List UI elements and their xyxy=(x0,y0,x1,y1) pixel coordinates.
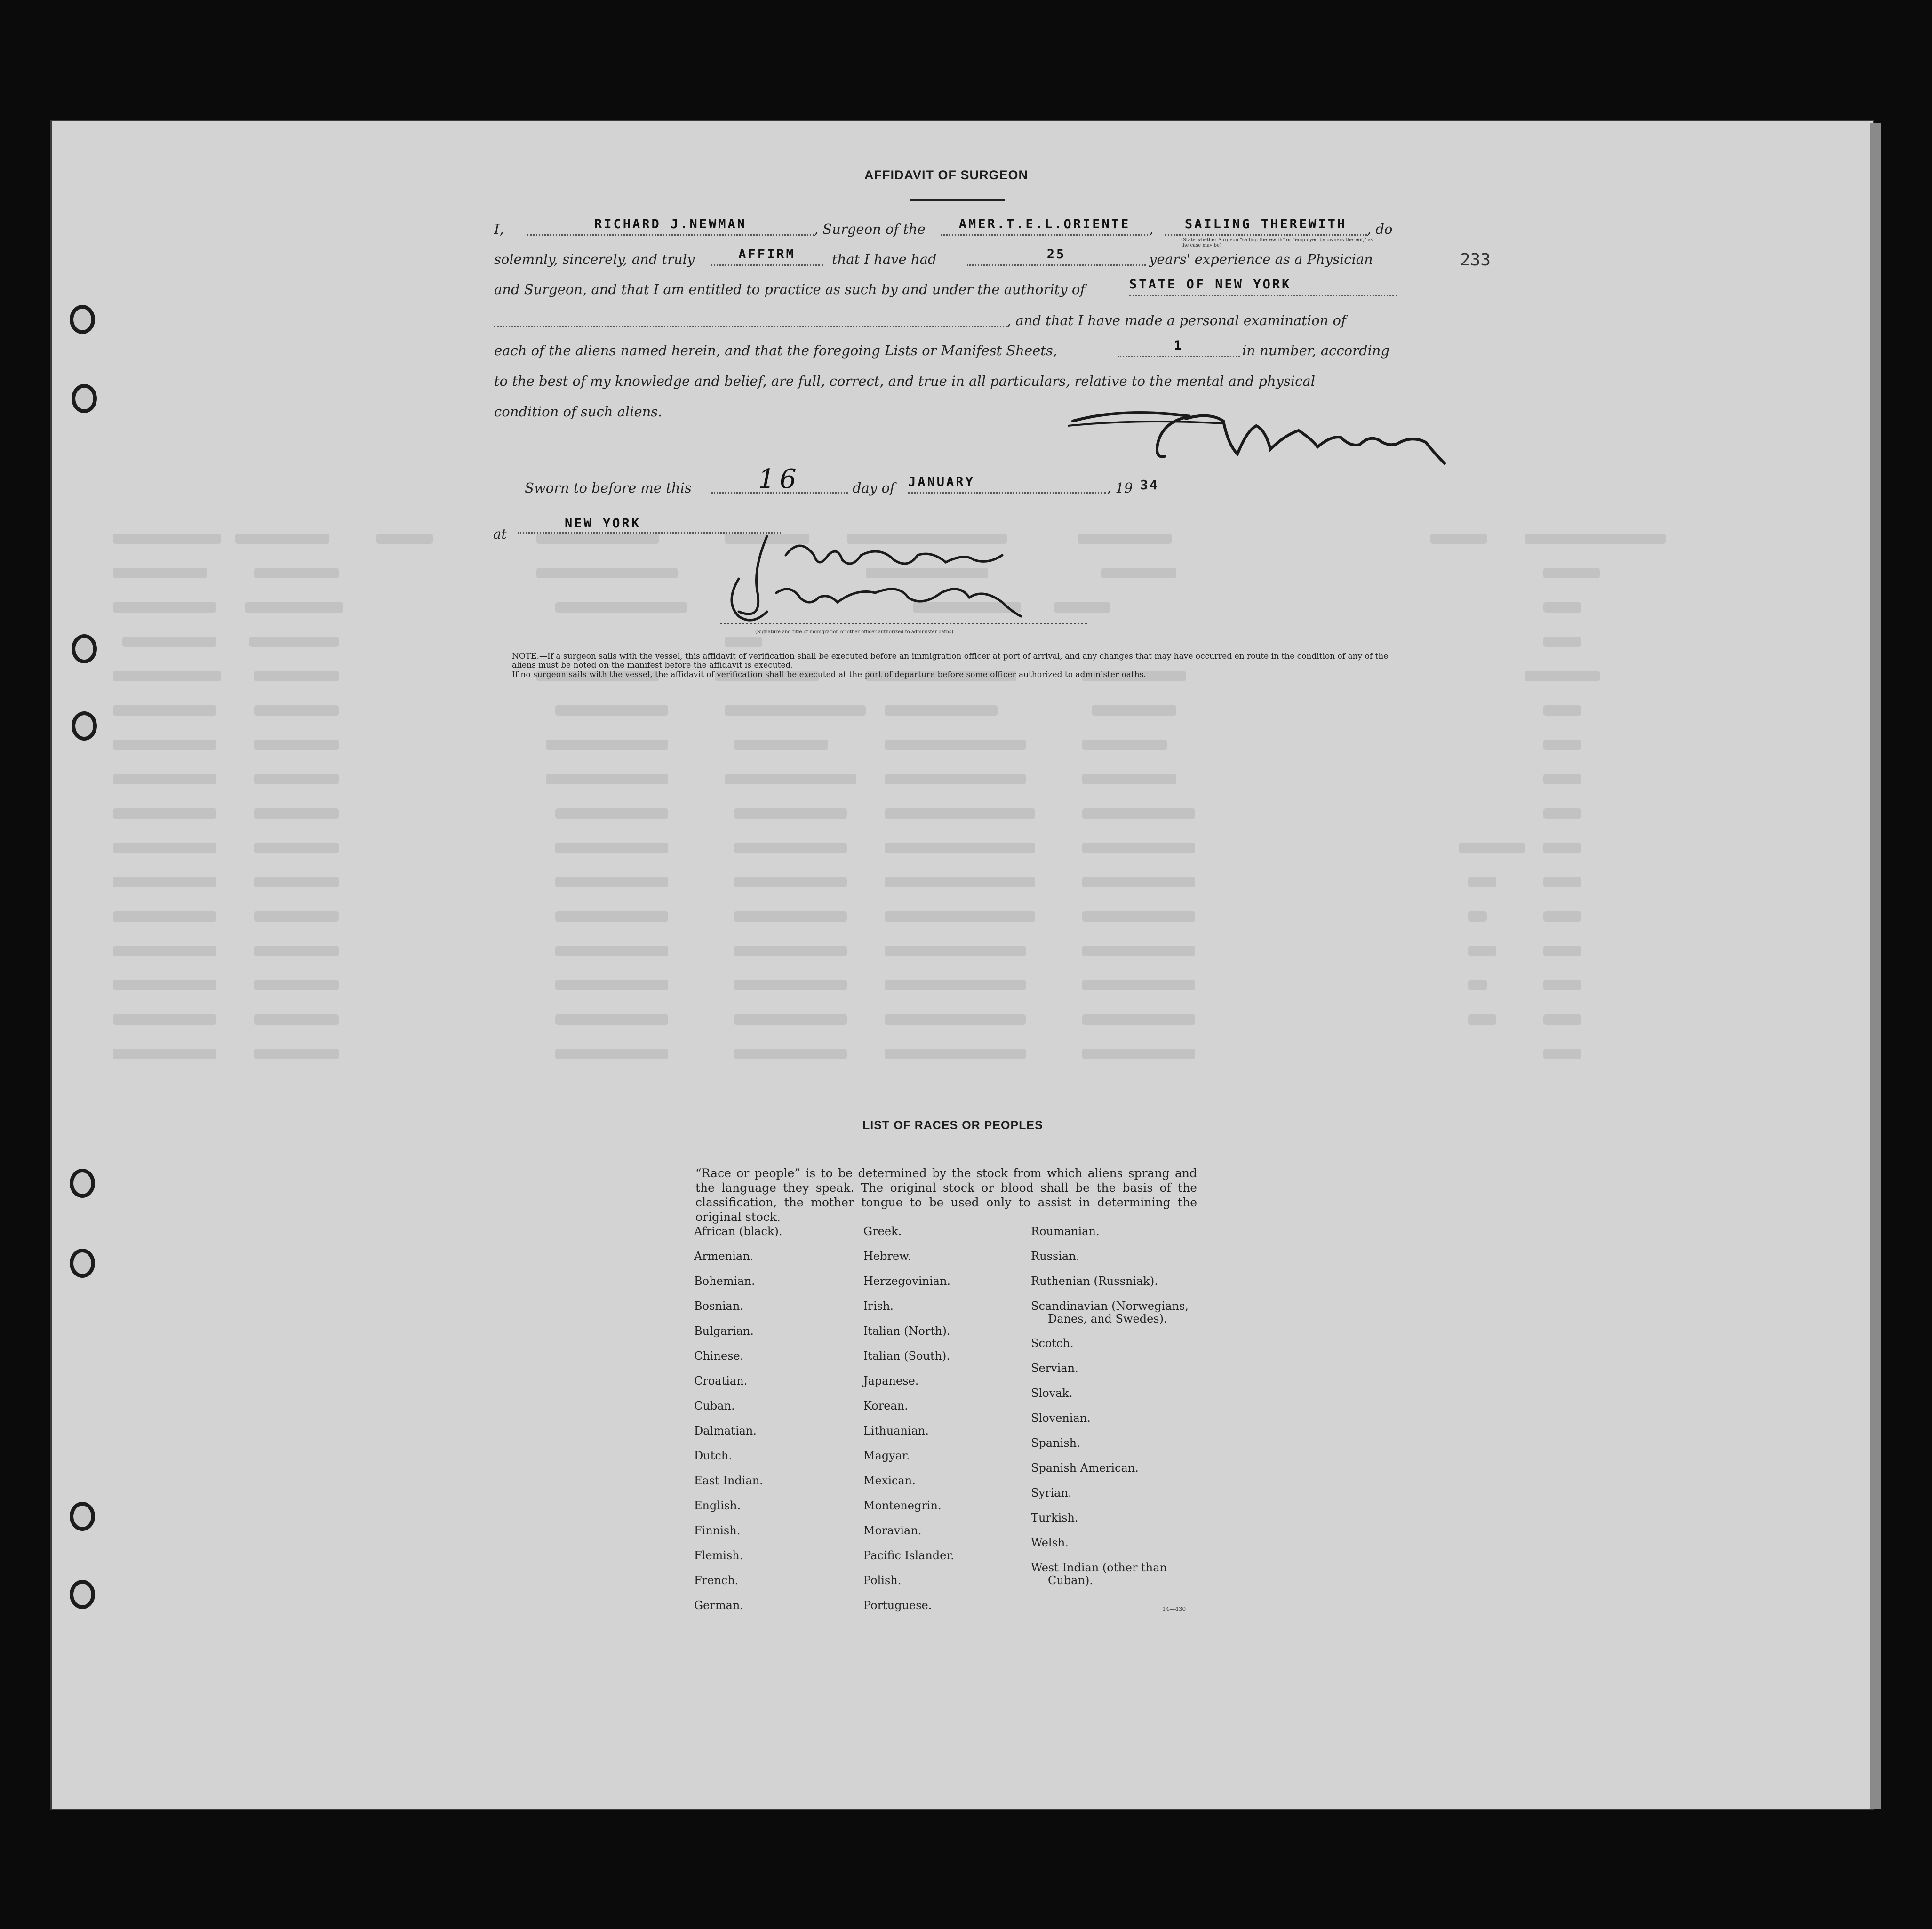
page-edge xyxy=(1870,123,1881,1809)
race-item: Bohemian. xyxy=(694,1275,755,1288)
affidavit-title: AFFIDAVIT OF SURGEON xyxy=(864,168,1028,182)
status-note: (State whether Surgeon "sailing therewith" or "employed by owners thereof," as the case may be) xyxy=(1181,238,1373,248)
authority-field-continued xyxy=(494,309,1007,327)
race-item: Greek. xyxy=(863,1225,902,1238)
note-no-surgeon: If no surgeon sails with the vessel, the affidavit of verification shall be executed at the port of departure before some officer authorized to administer oaths. xyxy=(512,670,1146,679)
race-item: Polish. xyxy=(863,1574,902,1587)
race-item: Servian. xyxy=(1031,1362,1078,1375)
sheets-count-field: 1 xyxy=(1118,339,1240,357)
race-item: Portuguese. xyxy=(863,1599,932,1612)
form-code: 14—430 xyxy=(1162,1606,1186,1612)
race-item: Japanese. xyxy=(863,1374,919,1387)
do-label: , do xyxy=(1367,221,1393,237)
authority-field: STATE OF NEW YORK xyxy=(1129,278,1397,296)
surgeon-of-label: , Surgeon of the xyxy=(814,221,926,237)
sworn-label: Sworn to before me this xyxy=(525,480,692,496)
day-of-label: day of xyxy=(853,480,895,496)
years-field: 25 xyxy=(967,247,1146,266)
condition-label: condition of such aliens. xyxy=(494,404,663,420)
race-item: English. xyxy=(694,1499,741,1512)
races-title: LIST OF RACES OR PEOPLES xyxy=(862,1119,1043,1132)
binder-hole xyxy=(72,711,97,741)
each-aliens-label: each of the aliens named herein, and that the foregoing Lists or Manifest Sheets, xyxy=(494,343,1058,359)
race-item: Croatian. xyxy=(694,1374,748,1387)
race-item: Scandinavian (Norwegians, xyxy=(1031,1299,1189,1313)
page-number: 233 xyxy=(1460,250,1491,270)
race-item: Russian. xyxy=(1031,1250,1080,1263)
binder-hole xyxy=(70,1249,95,1278)
races-intro: “Race or people” is to be determined by the stock from which aliens sprang and the language they speak. The original stock or blood shall be the basis of the classification, the mother tongue to be used only to assist in determining the original stock. xyxy=(695,1166,1197,1224)
officer-caption: (Signature and title of immigration or other officer authorized to administer oaths) xyxy=(755,630,954,635)
race-item: Moravian. xyxy=(863,1524,922,1537)
race-item: Spanish. xyxy=(1031,1436,1080,1450)
year-suffix: 34 xyxy=(1140,477,1159,493)
personal-exam-label: , and that I have made a personal examination of xyxy=(1007,312,1346,328)
race-item: Dalmatian. xyxy=(694,1424,757,1437)
authority-label: and Surgeon, and that I am entitled to practice as such by and under the authority of xyxy=(494,281,1086,297)
sworn-day-field: 16 xyxy=(711,466,848,494)
comma: , xyxy=(1149,221,1154,237)
race-item: West Indian (other than xyxy=(1031,1561,1167,1574)
race-item: Welsh. xyxy=(1031,1536,1069,1549)
race-item: Pacific Islander. xyxy=(863,1549,954,1562)
title-underline xyxy=(910,199,1005,201)
best-knowledge-label: to the best of my knowledge and belief, are full, correct, and true in all particulars, relative to the mental and physical xyxy=(494,373,1315,389)
race-item: Ruthenian (Russniak). xyxy=(1031,1275,1158,1288)
sworn-month-field: JANUARY xyxy=(908,475,1106,494)
race-item: Slovenian. xyxy=(1031,1411,1091,1425)
race-item: Bosnian. xyxy=(694,1299,743,1313)
years-experience-label: years' experience as a Physician xyxy=(1149,251,1373,267)
binder-hole xyxy=(72,634,97,663)
binder-hole xyxy=(70,1580,95,1609)
location-field: NEW YORK xyxy=(518,517,781,534)
note-surgeon-sails: NOTE.—If a surgeon sails with the vessel, this affidavit of verification shall be executed before an immigration officer at port of arrival, and any changes that may have occurred en route in the condition of any of the aliens must be noted on the manifest before the affidavit is executed. xyxy=(512,652,1389,670)
race-item: Mexican. xyxy=(863,1474,916,1487)
race-item: German. xyxy=(694,1599,743,1612)
race-item: Spanish American. xyxy=(1031,1461,1139,1475)
race-item: Scotch. xyxy=(1031,1337,1074,1350)
officer-signature xyxy=(720,527,1092,628)
race-item: Roumanian. xyxy=(1031,1225,1100,1238)
race-item: Chinese. xyxy=(694,1349,744,1363)
i-label: I, xyxy=(494,221,504,237)
solemnly-label: solemnly, sincerely, and truly xyxy=(494,251,695,267)
race-item: Herzegovinian. xyxy=(863,1275,951,1288)
binder-hole xyxy=(70,1169,95,1198)
race-item: Dutch. xyxy=(694,1449,732,1462)
races-col-1 xyxy=(694,1225,782,1624)
race-item-continued: Danes, and Swedes). xyxy=(1048,1312,1167,1325)
year-prefix: , 19 xyxy=(1107,480,1133,496)
race-item: Armenian. xyxy=(694,1250,754,1263)
race-item: Bulgarian. xyxy=(694,1324,754,1338)
affirm-field: AFFIRM xyxy=(711,247,823,266)
race-item: Finnish. xyxy=(694,1524,741,1537)
race-item: French. xyxy=(694,1574,739,1587)
races-col-2 xyxy=(863,1225,954,1624)
race-item: Italian (South). xyxy=(863,1349,950,1363)
that-i-have-had-label: that I have had xyxy=(832,251,937,267)
race-item: Flemish. xyxy=(694,1549,743,1562)
at-label: at xyxy=(493,526,507,542)
in-number-label: in number, according xyxy=(1242,343,1390,359)
vessel-field: AMER.T.E.L.ORIENTE xyxy=(941,217,1148,236)
binder-hole xyxy=(70,1502,95,1531)
race-item-continued: Cuban). xyxy=(1048,1574,1093,1587)
surgeon-name-field: RICHARD J.NEWMAN xyxy=(527,217,814,236)
race-item: Italian (North). xyxy=(863,1324,950,1338)
race-item: Turkish. xyxy=(1031,1511,1078,1524)
sailing-status-field: SAILING THEREWITH xyxy=(1165,217,1367,236)
race-item: Hebrew. xyxy=(863,1250,911,1263)
race-item: Magyar. xyxy=(863,1449,910,1462)
races-col-3 xyxy=(1031,1225,1189,1587)
race-item: Syrian. xyxy=(1031,1486,1072,1499)
binder-hole xyxy=(70,305,95,334)
race-item: Korean. xyxy=(863,1399,908,1412)
race-item: Slovak. xyxy=(1031,1387,1073,1400)
surgeon-signature xyxy=(1068,402,1468,468)
race-item: East Indian. xyxy=(694,1474,763,1487)
binder-hole xyxy=(72,384,97,413)
race-item: Lithuanian. xyxy=(863,1424,929,1437)
race-item: Montenegrin. xyxy=(863,1499,942,1512)
race-item: Irish. xyxy=(863,1299,894,1313)
race-item: Cuban. xyxy=(694,1399,735,1412)
race-item: African (black). xyxy=(694,1225,782,1238)
